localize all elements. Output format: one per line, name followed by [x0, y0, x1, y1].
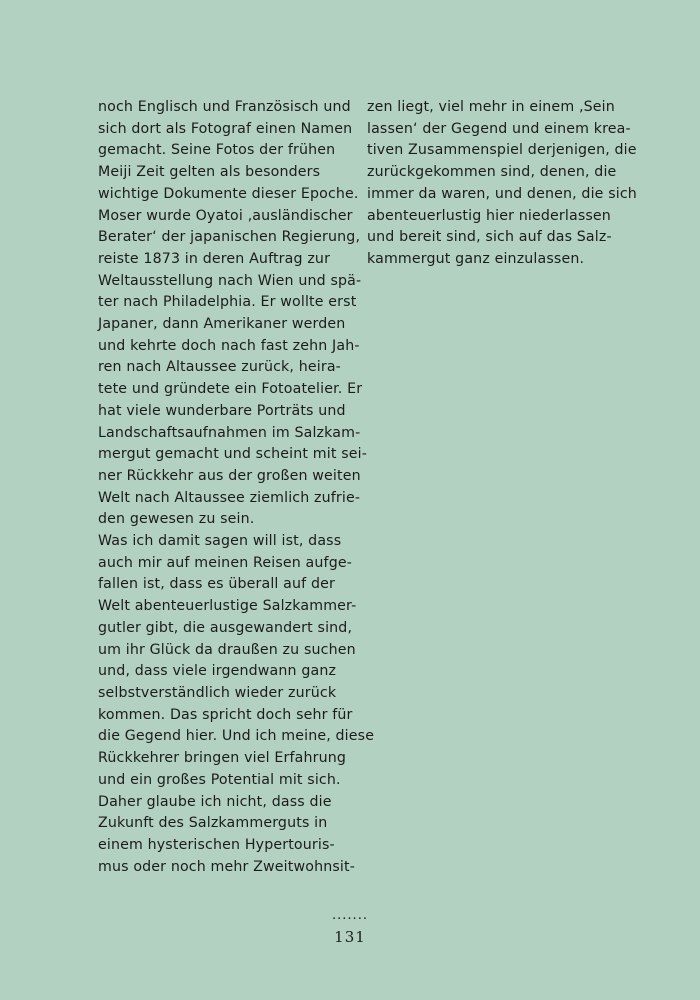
text-line: den gewesen zu sein.	[98, 511, 255, 528]
text-line: und bereit sind, sich auf das Salz-	[367, 229, 612, 246]
text-line: wichtige Dokumente dieser Epoche.	[98, 185, 359, 202]
text-line: tete und gründete ein Fotoatelier. Er	[98, 381, 363, 398]
text-line: abenteuerlustig hier niederlassen	[367, 207, 611, 224]
text-line: Was ich damit sagen will ist, dass	[98, 533, 342, 550]
text-line: auch mir auf meinen Reisen aufge-	[98, 554, 352, 571]
page-number: 131	[334, 928, 366, 946]
ornament-divider: .......	[332, 908, 368, 923]
text-line: selbstverständlich wieder zurück	[98, 684, 337, 701]
text-line: gemacht. Seine Fotos der frühen	[98, 142, 336, 159]
text-line: lassen‘ der Gegend und einem krea-	[367, 120, 631, 137]
text-line: Daher glaube ich nicht, dass die	[98, 793, 332, 810]
text-line: fallen ist, dass es überall auf der	[98, 576, 335, 593]
text-line: Weltausstellung nach Wien und spä-	[98, 272, 362, 289]
text-line: kammergut ganz einzulassen.	[367, 250, 585, 267]
text-line: Rückkehrer bringen viel Erfahrung	[98, 750, 347, 767]
text-line: immer da waren, und denen, die sich	[367, 185, 637, 202]
text-line: Moser wurde Oyatoi ‚ausländischer	[98, 207, 353, 224]
text-line: die Gegend hier. Und ich meine, diese	[98, 728, 375, 745]
text-line: tiven Zusammenspiel derjenigen, die	[367, 142, 637, 159]
text-line: und ein großes Potential mit sich.	[98, 771, 341, 788]
text-line: und kehrte doch nach fast zehn Jah-	[98, 337, 360, 354]
text-line: mus oder noch mehr Zweitwohnsit-	[98, 858, 355, 875]
text-line: gutler gibt, die ausgewandert sind,	[98, 619, 353, 636]
text-line: Landschaftsaufnahmen im Salzkam-	[98, 424, 361, 441]
text-line: ren nach Altaussee zurück, heira-	[98, 359, 341, 376]
text-line: sich dort als Fotograf einen Namen	[98, 120, 353, 137]
text-line: noch Englisch und Französisch und	[98, 99, 351, 115]
text-line: kommen. Das spricht doch sehr für	[98, 706, 353, 723]
text-line: um ihr Glück da draußen zu suchen	[98, 641, 356, 658]
text-line: Berater‘ der japanischen Regierung,	[98, 229, 361, 246]
text-column-right	[367, 97, 637, 271]
text-line: mergut gemacht und scheint mit sei-	[98, 446, 367, 463]
text-line: Welt nach Altaussee ziemlich zufrie-	[98, 489, 361, 506]
text-line: ter nach Philadelphia. Er wollte erst	[98, 294, 357, 311]
text-line: Meiji Zeit gelten als besonders	[98, 164, 321, 181]
text-column-left	[98, 97, 375, 878]
text-line: zen liegt, viel mehr in einem ‚Sein	[367, 99, 615, 115]
text-line: Japaner, dann Amerikaner werden	[98, 316, 346, 333]
text-line: zurückgekommen sind, denen, die	[367, 164, 617, 181]
text-line: reiste 1873 in deren Auftrag zur	[98, 250, 331, 267]
text-line: einem hysterischen Hypertouris-	[98, 836, 335, 853]
text-line: ner Rückkehr aus der großen weiten	[98, 467, 361, 484]
text-line: und, dass viele irgendwann ganz	[98, 663, 337, 680]
text-line: Welt abenteuerlustige Salzkammer-	[98, 598, 357, 615]
text-line: hat viele wunderbare Porträts und	[98, 402, 346, 419]
text-line: Zukunft des Salzkammerguts in	[98, 815, 328, 832]
